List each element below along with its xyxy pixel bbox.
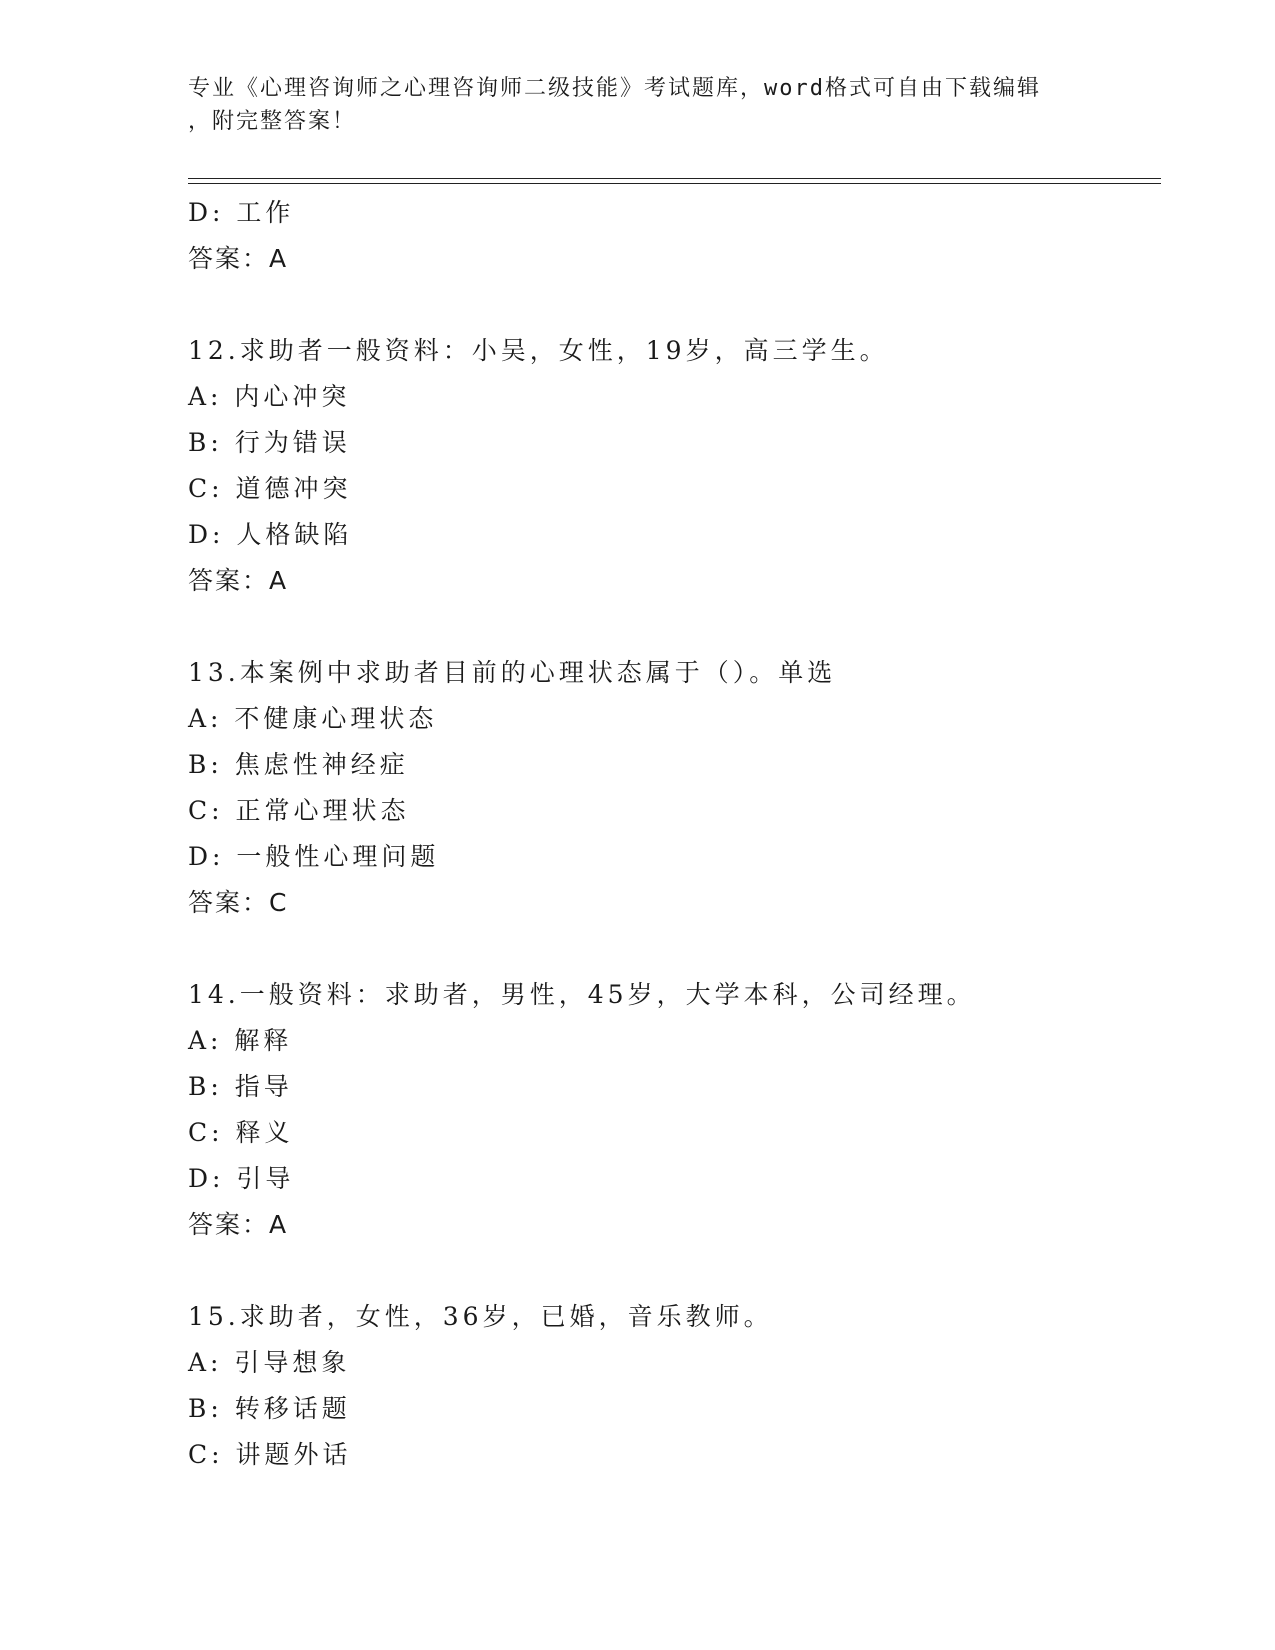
spacer <box>188 282 1148 328</box>
option-d: D: 引导 <box>188 1164 295 1193</box>
question-stem: 14.一般资料：求助者，男性，45岁，大学本科，公司经理。 <box>188 980 976 1009</box>
option-d: D: 一般性心理问题 <box>188 842 440 871</box>
option-a: A: 不健康心理状态 <box>188 704 438 733</box>
option-a: A: 解释 <box>188 1026 293 1055</box>
question-stem: 12.求助者一般资料：小吴，女性，19岁，高三学生。 <box>188 336 889 365</box>
document-header <box>188 72 1088 138</box>
option-c: C: 讲题外话 <box>188 1440 352 1469</box>
spacer <box>188 1248 1148 1294</box>
answer-line: 答案：A <box>188 566 289 595</box>
answer-line: 答案：A <box>188 244 289 273</box>
spacer <box>188 926 1148 972</box>
option-b: B: 转移话题 <box>188 1394 351 1423</box>
option-c: C: 释义 <box>188 1118 294 1147</box>
answer-line: 答案：A <box>188 1210 289 1239</box>
option-b: B: 焦虑性神经症 <box>188 750 409 779</box>
option-b: B: 指导 <box>188 1072 293 1101</box>
header-divider-top <box>188 178 1161 179</box>
header-line-2: ，附完整答案！ <box>188 109 357 134</box>
option-b: B: 行为错误 <box>188 428 351 457</box>
question-list <box>188 190 1148 1478</box>
option-c: C: 正常心理状态 <box>188 796 410 825</box>
header-divider-bottom <box>188 183 1161 184</box>
answer-line: 答案：C <box>188 888 289 917</box>
option-a: A: 内心冲突 <box>188 382 351 411</box>
option-d: D: 人格缺陷 <box>188 520 353 549</box>
header-line-1: 专业《心理咨询师之心理咨询师二级技能》考试题库，word格式可自由下载编辑 <box>188 76 1041 101</box>
question-stem: 13.本案例中求助者目前的心理状态属于（）。单选 <box>188 658 837 687</box>
spacer <box>188 604 1148 650</box>
option-c: C: 道德冲突 <box>188 474 352 503</box>
option-a: A: 引导想象 <box>188 1348 351 1377</box>
option-d: D: 工作 <box>188 198 295 227</box>
question-stem: 15.求助者，女性，36岁，已婚，音乐教师。 <box>188 1302 773 1331</box>
